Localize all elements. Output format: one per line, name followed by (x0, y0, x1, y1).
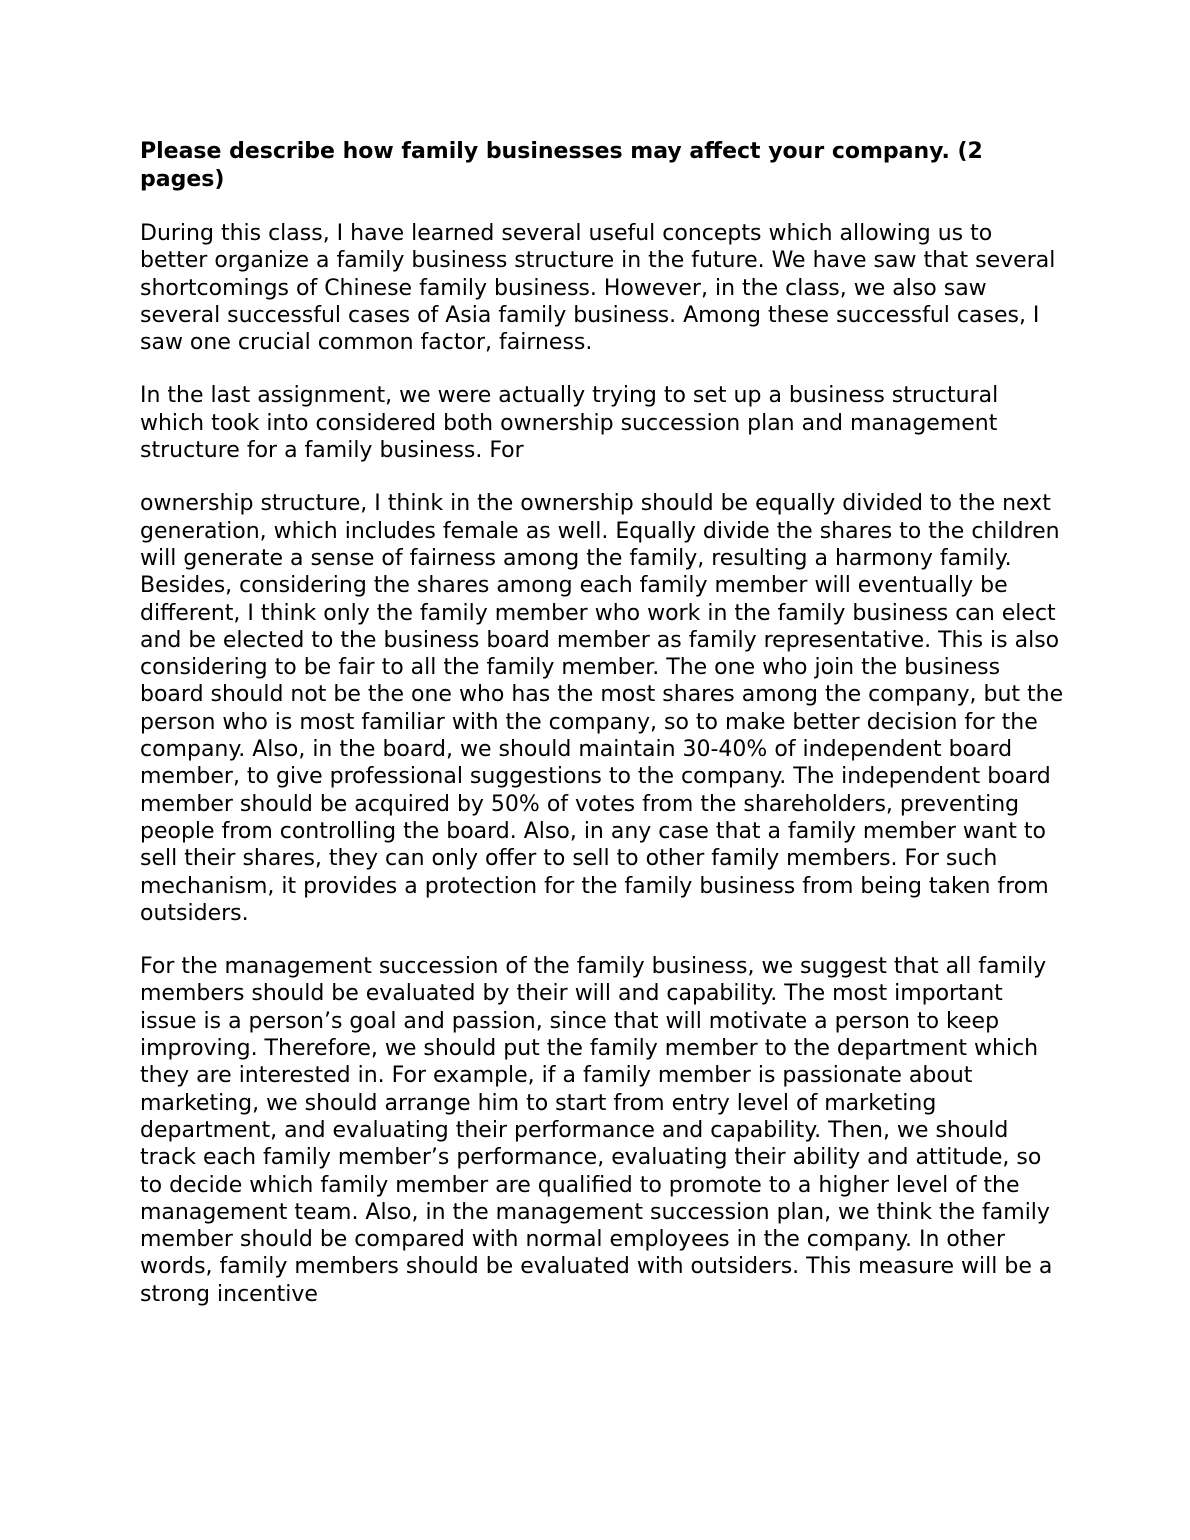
paragraph-last-assignment: In the last assignment, we were actually trying to set up a business structural which took into considered both ownership succession plan and management structure for a family business. For (140, 383, 999, 464)
paragraph-management-succession: For the management succession of the family business, we suggest that all family members should be evaluated by their will and capability. The most important issue is a person’s goal and passion, since that will motivate a person to keep improving. Therefore, we should put the family member to the department which they are interested in. For example, if a family member is passionate about marketing, we should arrange him to start from entry level of marketing department, and evaluating their performance and capability. Then, we should track each family member’s performance, evaluating their ability and attitude, so to decide which family member are qualified to promote to a higher level of the management team. Also, in the management succession plan, we think the family member should be compared with normal employees in the company. In other words, family members should be evaluated with outsiders. This measure will be a strong incentive (140, 954, 1053, 1307)
document-body (140, 138, 1065, 1334)
paragraph-intro: During this class, I have learned several useful concepts which allowing us to better organize a family business structure in the future. We have saw that several shortcomings of Chinese family business. However, in the class, we also saw several successful cases of Asia family business. Among these successful cases, I saw one crucial common factor, fairness. (140, 221, 1056, 356)
paragraph-ownership-structure: ownership structure, I think in the ownership should be equally divided to the next generation, which includes female as well. Equally divide the shares to the children will generate a sense of fairness among the family, resulting a harmony family. Besides, considering the shares among each family member will eventually be different, I think only the family member who work in the family business can elect and be elected to the business board member as family representative. This is also considering to be fair to all the family member. The one who join the business board should not be the one who has the most shares among the company, but the person who is most familiar with the company, so to make better decision for the company. Also, in the board, we should maintain 30-40% of independent board member, to give professional suggestions to the company. The independent board member should be acquired by 50% of votes from the shareholders, preventing people from controlling the board. Also, in any case that a family member want to sell their shares, they can only offer to sell to other family members. For such mechanism, it provides a protection for the family business from being taken from outsiders. (140, 491, 1064, 926)
question-heading: Please describe how family businesses may affect your company. (2 pages) (140, 139, 983, 192)
